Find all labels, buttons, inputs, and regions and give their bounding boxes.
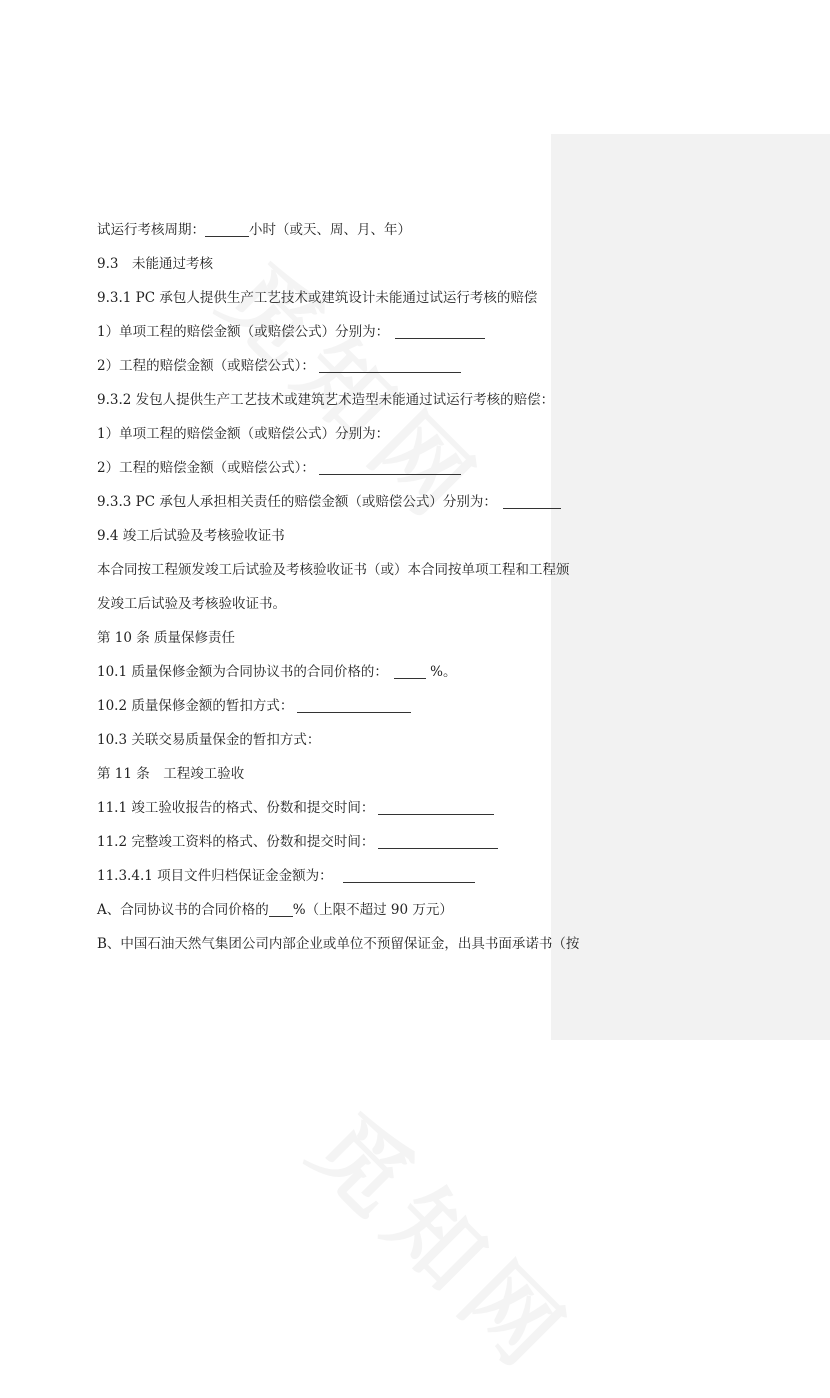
trial-period-blank <box>205 223 249 237</box>
trial-period-label: 试运行考核周期： <box>97 222 205 238</box>
section-9-3-heading: 9.3 未能通过考核 <box>97 256 213 272</box>
clause-11-2-text: 11.2 完整竣工资料的格式、份数和提交时间： <box>97 834 375 850</box>
section-9-4-para-line-1: 本合同按工程颁发竣工后试验及考核验收证书（或）本合同按单项工程和工程颁 <box>97 562 570 578</box>
section-9-4-heading: 9.4 竣工后试验及考核验收证书 <box>97 528 285 544</box>
clause-9-3-1-item-2 <box>97 357 461 375</box>
clause-10-1 <box>97 663 456 681</box>
option-a-blank <box>269 903 293 917</box>
clause-9-3-3-text: 9.3.3 PC 承包人承担相关责任的赔偿金额（或赔偿公式）分别为： <box>97 494 497 510</box>
clause-9-3-2-item-2 <box>97 459 461 477</box>
right-sidebar-panel <box>551 134 830 1040</box>
option-b: B、中国石油天然气集团公司内部企业或单位不预留保证金，出具书面承诺书（按 <box>97 936 580 952</box>
option-a <box>97 901 453 919</box>
trial-period-unit: 小时（或天、周、月、年） <box>249 222 411 238</box>
clause-9-3-1-item-1-text: 1）单项工程的赔偿金额（或赔偿公式）分别为： <box>97 324 390 340</box>
clause-11-2 <box>97 833 498 851</box>
clause-10-2 <box>97 697 411 715</box>
clause-11-2-blank <box>378 835 498 849</box>
clause-11-3-4-1-text: 11.3.4.1 项目文件归档保证金金额为： <box>97 868 333 884</box>
clause-11-1-blank <box>378 801 494 815</box>
clause-10-1-percent: %。 <box>425 664 457 680</box>
clause-11-3-4-1 <box>97 867 475 885</box>
clause-10-2-blank <box>297 699 411 713</box>
clause-9-3-2: 9.3.2 发包人提供生产工艺技术或建筑艺术造型未能通过试运行考核的赔偿： <box>97 392 555 408</box>
clause-9-3-1-item-1-blank <box>395 325 485 339</box>
article-10-heading: 第 10 条 质量保修责任 <box>97 630 236 646</box>
clause-9-3-2-item-2-blank <box>319 461 461 475</box>
clause-9-3-1-item-2-text: 2）工程的赔偿金额（或赔偿公式）： <box>97 358 315 374</box>
clause-10-3: 10.3 关联交易质量保金的暂扣方式： <box>97 732 321 748</box>
clause-10-1-text: 10.1 质量保修金额为合同协议书的合同价格的： <box>97 664 388 680</box>
clause-11-1 <box>97 799 494 817</box>
clause-9-3-1-item-1 <box>97 323 485 341</box>
article-11-heading: 第 11 条 工程竣工验收 <box>97 766 245 782</box>
clause-9-3-1: 9.3.1 PC 承包人提供生产工艺技术或建筑设计未能通过试运行考核的赔偿 <box>97 290 538 306</box>
clause-9-3-3-blank <box>503 495 561 509</box>
option-a-limit: %（上限不超过 90 万元） <box>292 902 453 918</box>
watermark-lower <box>287 1080 605 1398</box>
clause-9-3-2-item-1: 1）单项工程的赔偿金额（或赔偿公式）分别为： <box>97 426 390 442</box>
clause-11-3-4-1-blank <box>343 869 475 883</box>
clause-9-3-1-item-2-blank <box>319 359 461 373</box>
trial-period-line <box>97 221 411 239</box>
clause-9-3-2-item-2-text: 2）工程的赔偿金额（或赔偿公式）： <box>97 460 315 476</box>
clause-10-2-text: 10.2 质量保修金额的暂扣方式： <box>97 698 294 714</box>
clause-11-1-text: 11.1 竣工验收报告的格式、份数和提交时间： <box>97 800 375 816</box>
section-9-4-para-line-2: 发竣工后试验及考核验收证书。 <box>97 596 286 612</box>
clause-10-1-blank <box>394 665 426 679</box>
clause-9-3-3 <box>97 493 561 511</box>
option-a-text: A、合同协议书的合同价格的 <box>97 902 269 918</box>
